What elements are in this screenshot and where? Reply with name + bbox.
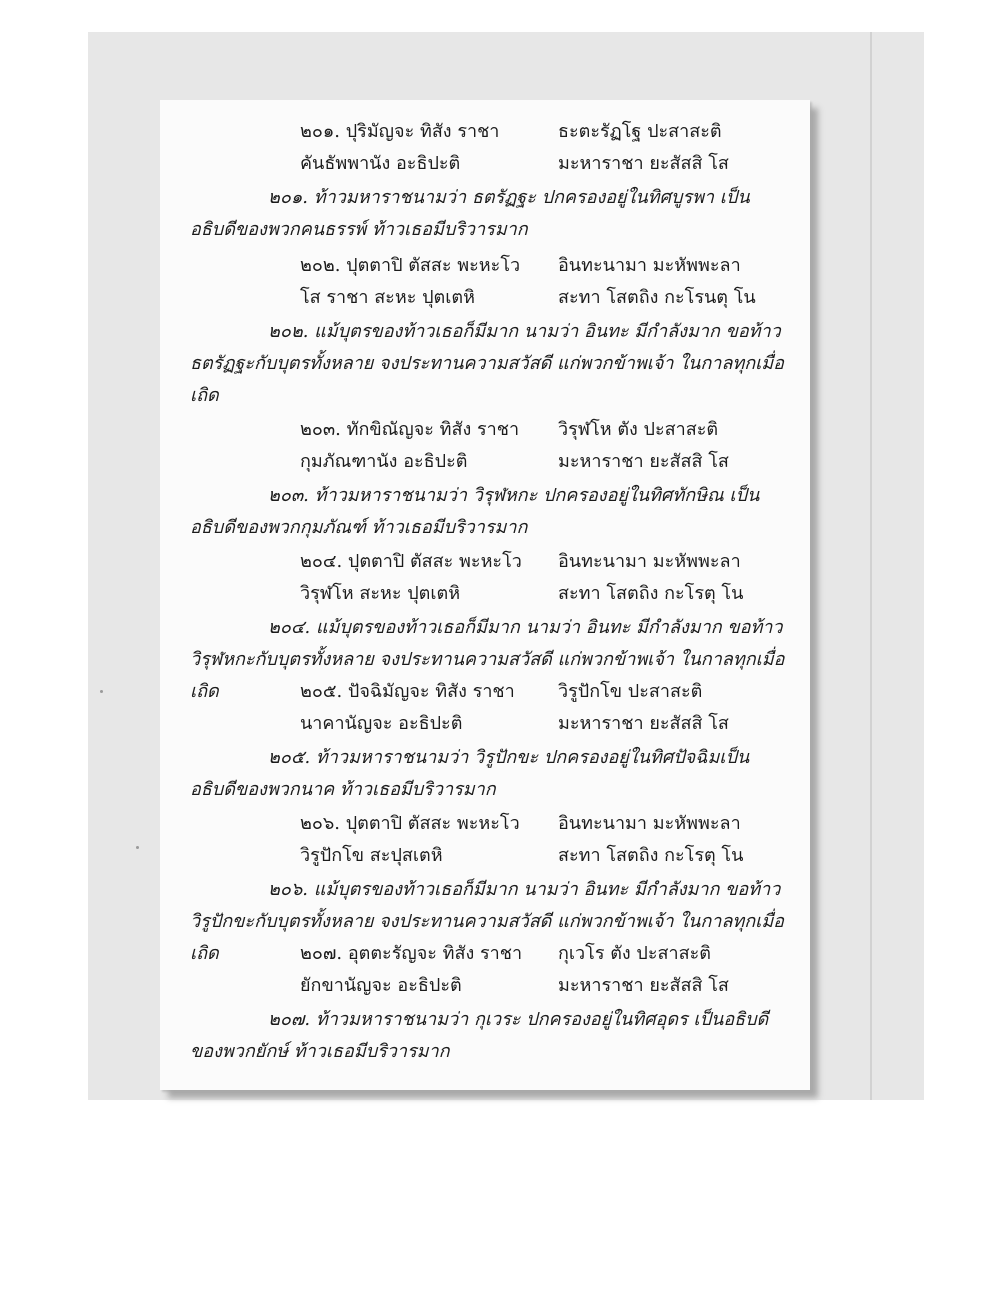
verse-first-half: โส ราชา สะหะ ปุตเตหิ	[300, 287, 475, 308]
verse-second-half: ธะตะรัฏโฐ ปะสาสะติ	[558, 121, 722, 142]
translation-paragraph: ๒๐๕. ท้าวมหาราชนามว่า วิรูปักขะ ปกครองอยู่ในทิศปัจฉิมเป็นอธิบดีของพวกนาค ท้าวเธอมีบริวารมาก	[190, 747, 750, 800]
verse-second-half: อินทะนามา มะหัพพะลา	[558, 255, 741, 276]
verse-first-half: ๒๐๒. ปุตตาปิ ตัสสะ พะหะโว	[300, 255, 521, 276]
verse-first-half: นาคานัญจะ อะธิปะติ	[300, 713, 463, 734]
verse-line	[160, 676, 810, 708]
verse-first-half: ๒๐๖. ปุตตาปิ ตัสสะ พะหะโว	[300, 813, 520, 834]
translation-paragraph: ๒๐๔. แม้บุตรของท้าวเธอก็มีมาก นามว่า อินทะ มีกำลังมาก ขอท้าววิรุฬหกะกับบุตรทั้งหลาย จงประทานความสวัสดี แก่พวกข้าพเจ้า ในกาลทุกเมื่อเถิด	[190, 617, 785, 702]
verse-first-half: วิรูปักโข สะปุสเตหิ	[300, 845, 443, 866]
scan-edge-line	[870, 32, 872, 1100]
translation-paragraph: ๒๐๑. ท้าวมหาราชนามว่า ธตรัฏฐะ ปกครองอยู่ในทิศบูรพา เป็นอธิบดีของพวกคนธรรพ์ ท้าวเธอมีบริวารมาก	[190, 187, 750, 240]
verse-second-half: มะหาราชา ยะสัสสิ โส	[558, 451, 729, 472]
verse-first-half: คันธัพพานัง อะธิปะติ	[300, 153, 461, 174]
verse-second-half: วิรูปักโข ปะสาสะติ	[558, 681, 703, 702]
verse-second-half: สะทา โสตถิง กะโรนตุ โน	[558, 287, 756, 308]
translation-paragraph: ๒๐๒. แม้บุตรของท้าวเธอก็มีมาก นามว่า อินทะ มีกำลังมาก ขอท้าวธตรัฏฐะกับบุตรทั้งหลาย จงประทานความสวัสดี แก่พวกข้าพเจ้า ในกาลทุกเมื่อเถิด	[190, 321, 784, 406]
verse-second-half: กุเวโร ตัง ปะสาสะติ	[558, 943, 711, 964]
verse-line	[160, 578, 810, 610]
verse-first-half: ๒๐๔. ปุตตาปิ ตัสสะ พะหะโว	[300, 551, 522, 572]
verse-line	[160, 414, 810, 446]
verse-line	[160, 970, 810, 1002]
verse-first-half: ๒๐๕. ปัจฉิมัญจะ ทิสัง ราชา	[300, 681, 515, 702]
verse-line	[160, 282, 810, 314]
book-page	[160, 100, 810, 1090]
verse-line	[160, 808, 810, 840]
verse-line	[160, 116, 810, 148]
verse-first-half: ๒๐๑. ปุริมัญจะ ทิสัง ราชา	[300, 121, 500, 142]
verse-first-half: กุมภัณฑานัง อะธิปะติ	[300, 451, 468, 472]
verse-line	[160, 938, 810, 970]
verse-first-half: วิรุฬโห สะหะ ปุตเตหิ	[300, 583, 461, 604]
verse-second-half: สะทา โสตถิง กะโรตุ โน	[558, 583, 744, 604]
verse-first-half: ๒๐๓. ทักขิณัญจะ ทิสัง ราชา	[300, 419, 520, 440]
translation-paragraph: ๒๐๓. ท้าวมหาราชนามว่า วิรุฬหกะ ปกครองอยู่ในทิศทักษิณ เป็นอธิบดีของพวกกุมภัณฑ์ ท้าวเธอมีบริวารมาก	[190, 485, 760, 538]
verse-second-half: มะหาราชา ยะสัสสิ โส	[558, 153, 729, 174]
verse-first-half: ๒๐๗. อุตตะรัญจะ ทิสัง ราชา	[300, 943, 523, 964]
verse-line	[160, 840, 810, 872]
verse-second-half: วิรุฬโห ตัง ปะสาสะติ	[558, 419, 719, 440]
verse-line	[160, 148, 810, 180]
verse-second-half: อินทะนามา มะหัพพะลา	[558, 813, 741, 834]
verse-second-half: สะทา โสตถิง กะโรตุ โน	[558, 845, 744, 866]
verse-line	[160, 250, 810, 282]
verse-first-half: ยักขานัญจะ อะธิปะติ	[300, 975, 462, 996]
verse-line	[160, 708, 810, 740]
verse-second-half: มะหาราชา ยะสัสสิ โส	[558, 713, 729, 734]
scan-speck	[136, 846, 139, 849]
translation-paragraph: ๒๐๗. ท้าวมหาราชนามว่า กุเวระ ปกครองอยู่ในทิศอุดร เป็นอธิบดีของพวกยักษ์ ท้าวเธอมีบริวารมาก	[190, 1009, 769, 1062]
translation-paragraph: ๒๐๖. แม้บุตรของท้าวเธอก็มีมาก นามว่า อินทะ มีกำลังมาก ขอท้าววิรูปักขะกับบุตรทั้งหลาย จงประทานความสวัสดี แก่พวกข้าพเจ้า ในกาลทุกเมื่อเถิด	[190, 879, 784, 964]
verse-second-half: อินทะนามา มะหัพพะลา	[558, 551, 741, 572]
verse-line	[160, 546, 810, 578]
verse-second-half: มะหาราชา ยะสัสสิ โส	[558, 975, 729, 996]
verse-line	[160, 446, 810, 478]
scan-speck	[100, 690, 103, 693]
